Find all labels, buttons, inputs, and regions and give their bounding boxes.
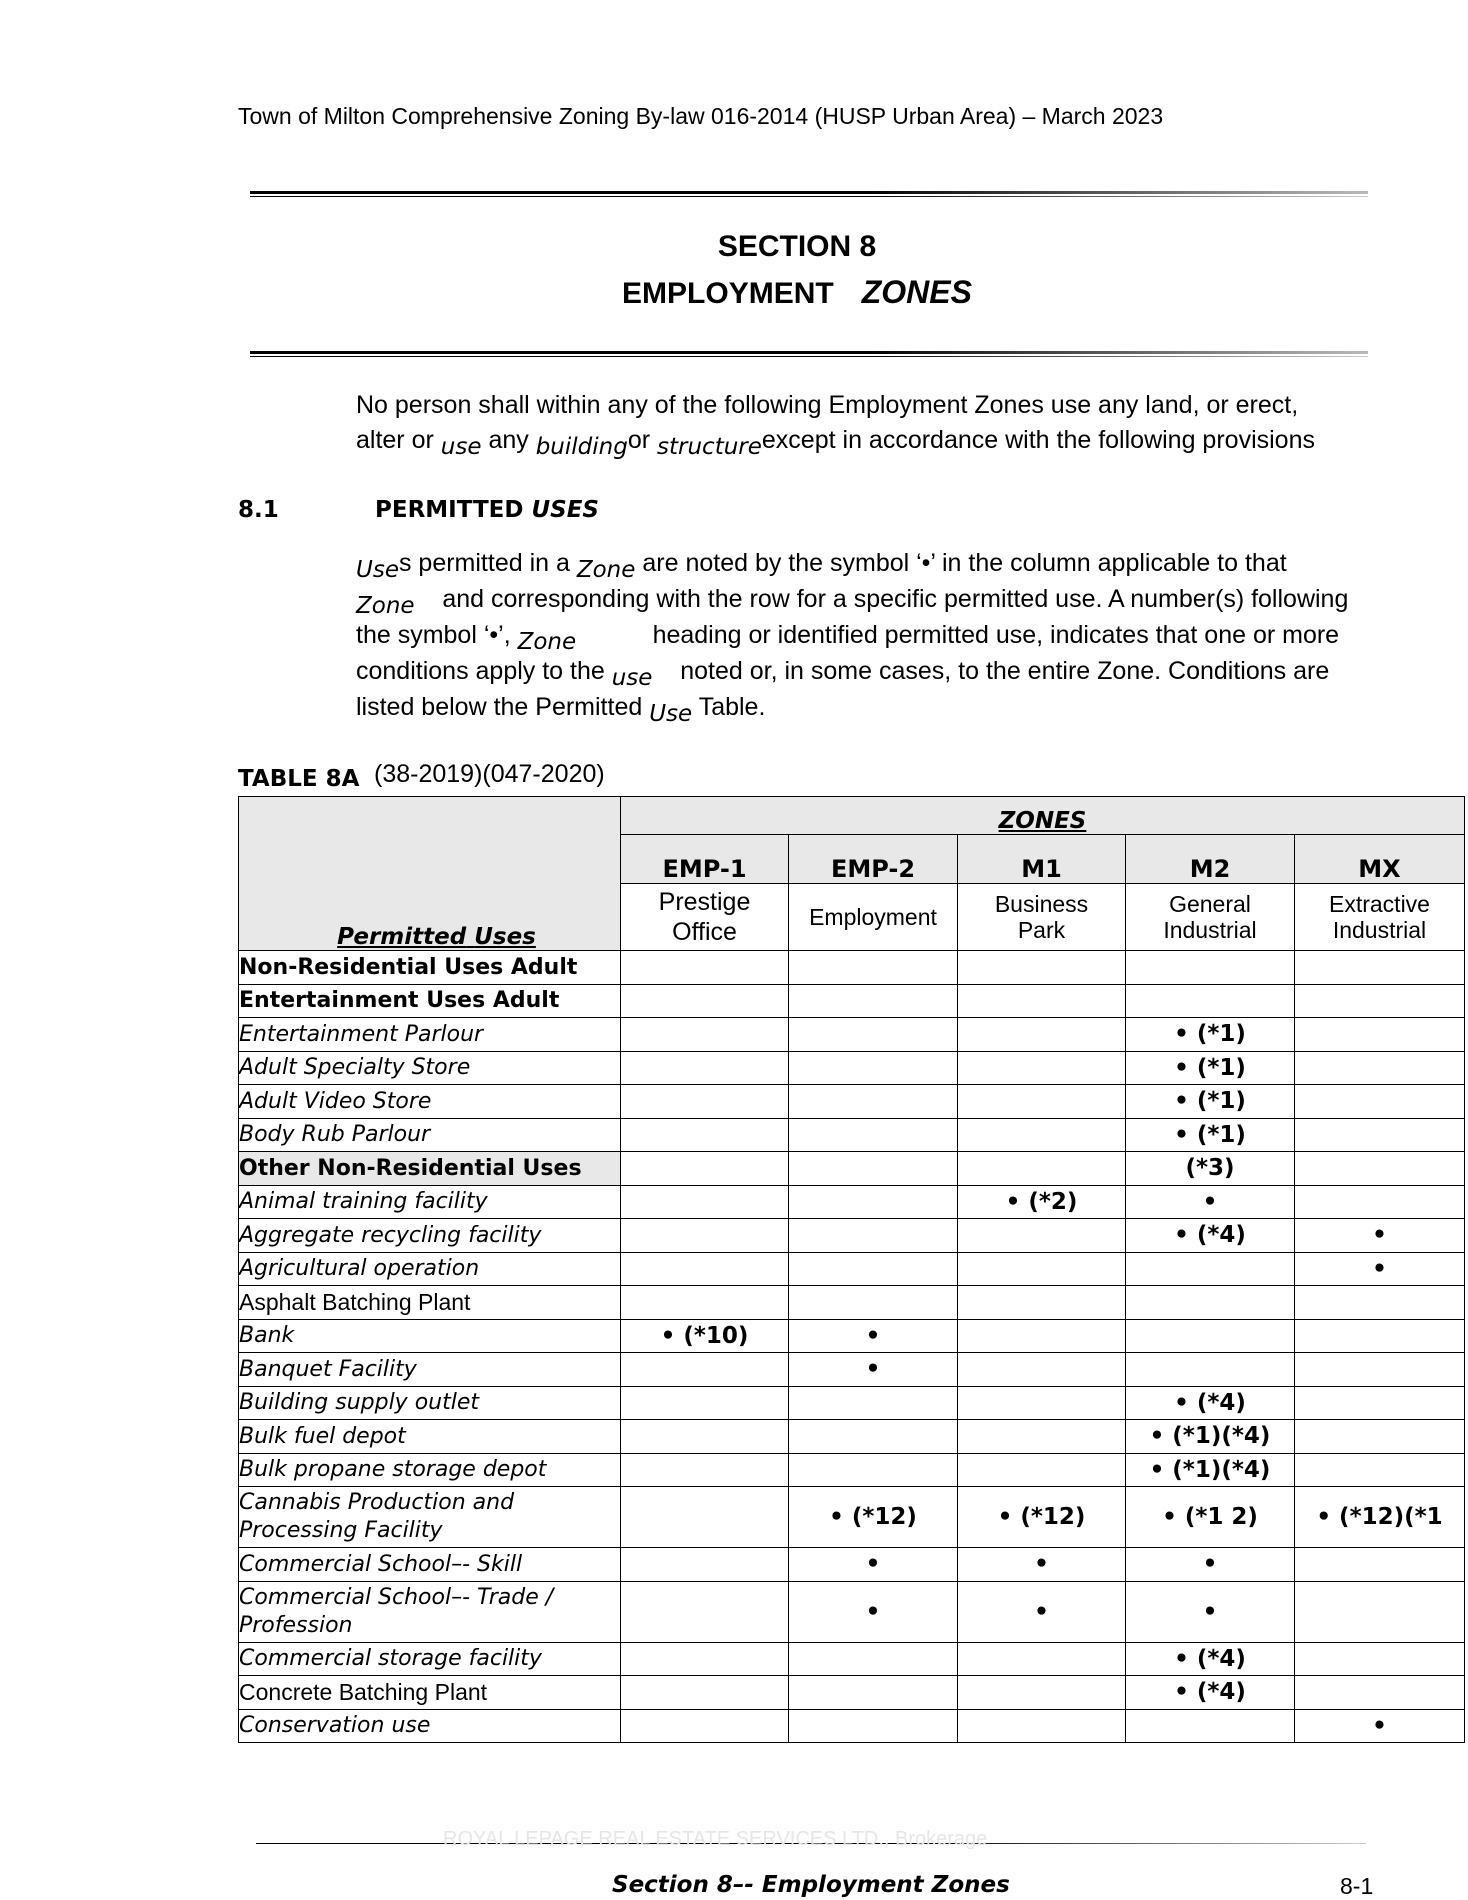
zone-cell: [958, 1286, 1126, 1320]
para-text: Table.: [698, 693, 766, 721]
zone-cell: •: [1295, 1252, 1465, 1286]
zone-cell: [1126, 984, 1295, 1018]
table-row: [239, 1286, 1465, 1320]
zone-cell: [1126, 1319, 1295, 1353]
defined-term: Use: [649, 701, 693, 727]
zone-description-line: Employment: [809, 904, 937, 930]
zone-cell: [789, 1420, 958, 1454]
zone-cell: •: [1295, 1219, 1465, 1253]
zone-cell: • (*1)(*4): [1126, 1420, 1295, 1454]
para-text: s permitted in a: [398, 549, 570, 577]
zone-cell: [789, 1709, 958, 1743]
zone-description-line: Park: [1017, 917, 1066, 943]
zone-cell: •: [958, 1548, 1126, 1582]
zone-description: [1126, 884, 1295, 951]
zone-cell: [621, 1219, 789, 1253]
pu-header-plain: Permitted: [337, 924, 467, 950]
zone-cell: [621, 984, 789, 1018]
bottom-rule: [250, 351, 1368, 359]
permitted-uses-table: [238, 796, 1465, 1743]
zone-cell: [958, 1252, 1126, 1286]
defined-term: Zone: [576, 557, 636, 583]
use-name: Agricultural operation: [239, 1252, 621, 1286]
zone-cell: [621, 1185, 789, 1219]
top-rule: [250, 191, 1368, 199]
zone-cell: [789, 1453, 958, 1487]
table-row: [239, 1487, 1465, 1548]
zone-description: [1295, 884, 1465, 951]
table-row: [239, 951, 1465, 985]
zone-cell: [789, 951, 958, 985]
zone-cell: •: [789, 1353, 958, 1387]
zone-cell: • (*4): [1126, 1386, 1295, 1420]
table-row: [239, 1548, 1465, 1582]
zone-description-line: Industrial: [1332, 917, 1427, 943]
para-text: the symbol ‘•’,: [356, 621, 511, 649]
use-name: Adult Specialty Store: [239, 1051, 621, 1085]
table-row: [239, 1118, 1465, 1152]
para-line: [356, 546, 1426, 582]
intro-text: or: [627, 426, 651, 454]
defined-term: use: [611, 665, 653, 691]
table-row: [239, 1252, 1465, 1286]
zone-cell: [1295, 1676, 1465, 1710]
zone-cell: [958, 1085, 1126, 1119]
zone-cell: [789, 1252, 958, 1286]
use-name: Entertainment Parlour: [239, 1018, 621, 1052]
zone-cell: [789, 1152, 958, 1186]
table-row: [239, 1709, 1465, 1743]
zone-code-emp-1: EMP-1: [621, 835, 789, 884]
section-subtitle-plain: EMPLOYMENT: [622, 277, 834, 310]
zone-cell: [621, 1676, 789, 1710]
zone-cell: [1295, 1018, 1465, 1052]
zone-cell: [621, 1152, 789, 1186]
use-name: Banquet Facility: [239, 1353, 621, 1387]
page-number: 8-1: [1340, 1873, 1374, 1899]
para-text: conditions apply to the: [356, 657, 605, 685]
zone-cell: • (*4): [1126, 1642, 1295, 1676]
table-row: [239, 1453, 1465, 1487]
defined-term: Zone: [517, 629, 577, 655]
intro-text: except in accordance with the following provisions: [761, 426, 1315, 454]
intro-line-2: [356, 423, 1416, 459]
zone-description-line: General: [1169, 891, 1251, 917]
defined-term: structure: [657, 434, 762, 460]
zone-code-mx: MX: [1295, 835, 1465, 884]
zone-cell: [958, 1386, 1126, 1420]
footer-title: Section 8–- Employment Zones: [612, 1872, 1010, 1898]
zone-code-m1: M1: [958, 835, 1126, 884]
use-name: Concrete Batching Plant: [239, 1676, 621, 1710]
zone-description: [621, 884, 789, 951]
zone-cell: [958, 1118, 1126, 1152]
zone-cell: [1126, 1353, 1295, 1387]
zone-cell: [621, 1386, 789, 1420]
permitted-uses-header: [239, 797, 621, 951]
zone-cell: [789, 1018, 958, 1052]
table-row: [239, 1051, 1465, 1085]
zone-cell: [958, 1676, 1126, 1710]
zone-cell: [789, 1219, 958, 1253]
zone-cell: [1295, 1051, 1465, 1085]
zone-cell: [1295, 1152, 1465, 1186]
zone-description-line: Prestige: [658, 888, 751, 916]
zone-cell: • (*1): [1126, 1085, 1295, 1119]
zone-cell: •: [1126, 1548, 1295, 1582]
para-text: noted or, in some cases, to the entire Zone. Conditions are: [680, 657, 1330, 685]
running-header: Town of Milton Comprehensive Zoning By-law 016-2014 (HUSP Urban Area) – March 2023: [238, 103, 1164, 129]
para-line: [356, 582, 1426, 618]
intro-line-1: No person shall within any of the following Employment Zones use any land, or erect,: [356, 391, 1299, 419]
pu-header-italic: Uses: [474, 924, 536, 950]
zone-cell: [1126, 951, 1295, 985]
use-name: Commercial storage facility: [239, 1642, 621, 1676]
zone-cell: •: [958, 1581, 1126, 1642]
table-row: [239, 1319, 1465, 1353]
zone-cell: [621, 1051, 789, 1085]
section-subtitle: [0, 274, 1468, 311]
zone-cell: [621, 1286, 789, 1320]
zone-cell: • (*12): [958, 1487, 1126, 1548]
para-line: [356, 654, 1426, 690]
zone-cell: [789, 984, 958, 1018]
section-title: SECTION 8: [717, 230, 877, 263]
zone-cell: [958, 1319, 1126, 1353]
para-text: are noted by the symbol ‘•’ in the column applicable to that: [642, 549, 1287, 577]
zone-cell: [1295, 1286, 1465, 1320]
use-name: Aggregate recycling facility: [239, 1219, 621, 1253]
intro-text: alter or: [356, 426, 434, 454]
zone-cell: [621, 1118, 789, 1152]
zone-cell: [1295, 1353, 1465, 1387]
zone-cell: [789, 1118, 958, 1152]
table-row: [239, 1353, 1465, 1387]
use-name: Commercial School–- Skill: [239, 1548, 621, 1582]
zone-cell: [621, 1252, 789, 1286]
zone-cell: •: [789, 1319, 958, 1353]
para-text: listed below the Permitted: [356, 693, 643, 721]
zone-cell: [789, 1676, 958, 1710]
zone-cell: [1295, 951, 1465, 985]
table-row: [239, 1085, 1465, 1119]
use-name: Adult Video Store: [239, 1085, 621, 1119]
zone-cell: [789, 1085, 958, 1119]
zone-cell: [1295, 1581, 1465, 1642]
use-name: Commercial School–- Trade / Profession: [239, 1581, 621, 1642]
zone-cell: [1295, 1118, 1465, 1152]
defined-term: building: [535, 434, 628, 460]
subsection-title-italic: USES: [531, 497, 599, 523]
zone-cell: [621, 1581, 789, 1642]
zone-cell: • (*1)(*4): [1126, 1453, 1295, 1487]
table-amendments: (38-2019)(047-2020): [374, 760, 605, 788]
subsection-title-plain: PERMITTED: [375, 497, 524, 523]
zone-cell: [789, 1051, 958, 1085]
zone-cell: [789, 1642, 958, 1676]
para-line: [356, 690, 1426, 726]
section-subtitle-italic: ZONES: [861, 274, 972, 310]
zone-cell: [621, 1085, 789, 1119]
zone-cell: [621, 1487, 789, 1548]
use-name: Animal training facility: [239, 1185, 621, 1219]
zone-cell: [958, 1219, 1126, 1253]
zone-cell: [1295, 1185, 1465, 1219]
use-name: Entertainment Uses Adult: [239, 984, 621, 1018]
zone-cell: • (*4): [1126, 1676, 1295, 1710]
subsection-number: 8.1: [238, 497, 279, 523]
zone-cell: [958, 1018, 1126, 1052]
use-name: Cannabis Production and Processing Facility: [239, 1487, 621, 1548]
zone-cell: • (*1): [1126, 1118, 1295, 1152]
zone-cell: [1295, 1319, 1465, 1353]
zone-description-line: Office: [672, 918, 737, 946]
zone-cell: [621, 1018, 789, 1052]
zone-cell: [1295, 984, 1465, 1018]
para-text: heading or identified permitted use, indicates that one or more: [652, 621, 1340, 649]
use-name: Non-Residential Uses Adult: [239, 951, 621, 985]
zone-cell: [789, 1286, 958, 1320]
zone-cell: • (*12)(*1: [1295, 1487, 1465, 1548]
permitted-uses-paragraph: [356, 546, 1426, 726]
zone-cell: [1126, 1709, 1295, 1743]
zone-cell: [958, 1453, 1126, 1487]
zone-code-emp-2: EMP-2: [789, 835, 958, 884]
zone-cell: [1126, 1252, 1295, 1286]
defined-term: Zone: [356, 593, 415, 619]
zone-code-m2: M2: [1126, 835, 1295, 884]
zone-description-line: Business: [994, 891, 1089, 917]
intro-text: any: [488, 426, 529, 454]
zone-cell: [958, 1152, 1126, 1186]
zone-cell: •: [789, 1581, 958, 1642]
defined-term: use: [440, 434, 482, 460]
zone-cell: [1295, 1386, 1465, 1420]
zone-description: [789, 884, 958, 951]
zone-cell: (*3): [1126, 1152, 1295, 1186]
table-row: [239, 1185, 1465, 1219]
zone-cell: [789, 1386, 958, 1420]
zone-cell: [958, 1051, 1126, 1085]
zone-description: [958, 884, 1126, 951]
table-row: [239, 1219, 1465, 1253]
intro-paragraph: [356, 388, 1416, 459]
subsection-title: [375, 497, 599, 523]
table-row: [239, 1676, 1465, 1710]
zone-cell: •: [1295, 1709, 1465, 1743]
zone-cell: [621, 1709, 789, 1743]
zone-cell: • (*12): [789, 1487, 958, 1548]
zone-cell: • (*1): [1126, 1018, 1295, 1052]
zone-cell: [621, 1420, 789, 1454]
use-name: Bulk fuel depot: [239, 1420, 621, 1454]
use-name: Bulk propane storage depot: [239, 1453, 621, 1487]
zone-cell: [958, 1353, 1126, 1387]
use-name: Bank: [239, 1319, 621, 1353]
table-row: [239, 1386, 1465, 1420]
zone-cell: • (*1 2): [1126, 1487, 1295, 1548]
zone-cell: [621, 1548, 789, 1582]
watermark: ROYAL LEPAGE REAL ESTATE SERVICES LTD., Brokerage: [443, 1828, 988, 1850]
zone-cell: [621, 951, 789, 985]
zone-cell: •: [1126, 1185, 1295, 1219]
zone-cell: [1295, 1453, 1465, 1487]
zone-cell: •: [1126, 1581, 1295, 1642]
use-name: Body Rub Parlour: [239, 1118, 621, 1152]
zone-cell: [789, 1185, 958, 1219]
zone-cell: [958, 1709, 1126, 1743]
zone-cell: [958, 1642, 1126, 1676]
zone-cell: [1295, 1642, 1465, 1676]
table-row: [239, 1420, 1465, 1454]
table-body: [239, 951, 1465, 1743]
zone-cell: [621, 1453, 789, 1487]
zone-cell: • (*10): [621, 1319, 789, 1353]
zone-description-line: Industrial: [1163, 917, 1257, 943]
zone-cell: [1295, 1085, 1465, 1119]
para-text: and corresponding with the row for a specific permitted use. A number(s) following: [442, 585, 1349, 613]
zone-cell: • (*1): [1126, 1051, 1295, 1085]
use-name: Asphalt Batching Plant: [239, 1286, 621, 1320]
zone-cell: • (*4): [1126, 1219, 1295, 1253]
table-row: [239, 1018, 1465, 1052]
zone-cell: [1295, 1420, 1465, 1454]
defined-term: Use: [356, 557, 399, 583]
zone-cell: [958, 951, 1126, 985]
table-row: [239, 1152, 1465, 1186]
table-title: TABLE 8A: [238, 766, 360, 792]
table-row: [239, 984, 1465, 1018]
zone-description-line: Extractive: [1329, 891, 1430, 917]
zone-cell: [621, 1353, 789, 1387]
use-name: Other Non-Residential Uses: [239, 1152, 621, 1186]
use-name: Building supply outlet: [239, 1386, 621, 1420]
zones-header: ZONES: [621, 797, 1465, 835]
table-row: [239, 1581, 1465, 1642]
zone-cell: • (*2): [958, 1185, 1126, 1219]
zone-cell: [958, 984, 1126, 1018]
zone-cell: [1126, 1286, 1295, 1320]
para-line: [356, 618, 1426, 654]
zone-cell: [958, 1420, 1126, 1454]
zone-cell: •: [789, 1548, 958, 1582]
table-row: [239, 1642, 1465, 1676]
zone-cell: [1295, 1548, 1465, 1582]
zone-cell: [621, 1642, 789, 1676]
use-name: Conservation use: [239, 1709, 621, 1743]
